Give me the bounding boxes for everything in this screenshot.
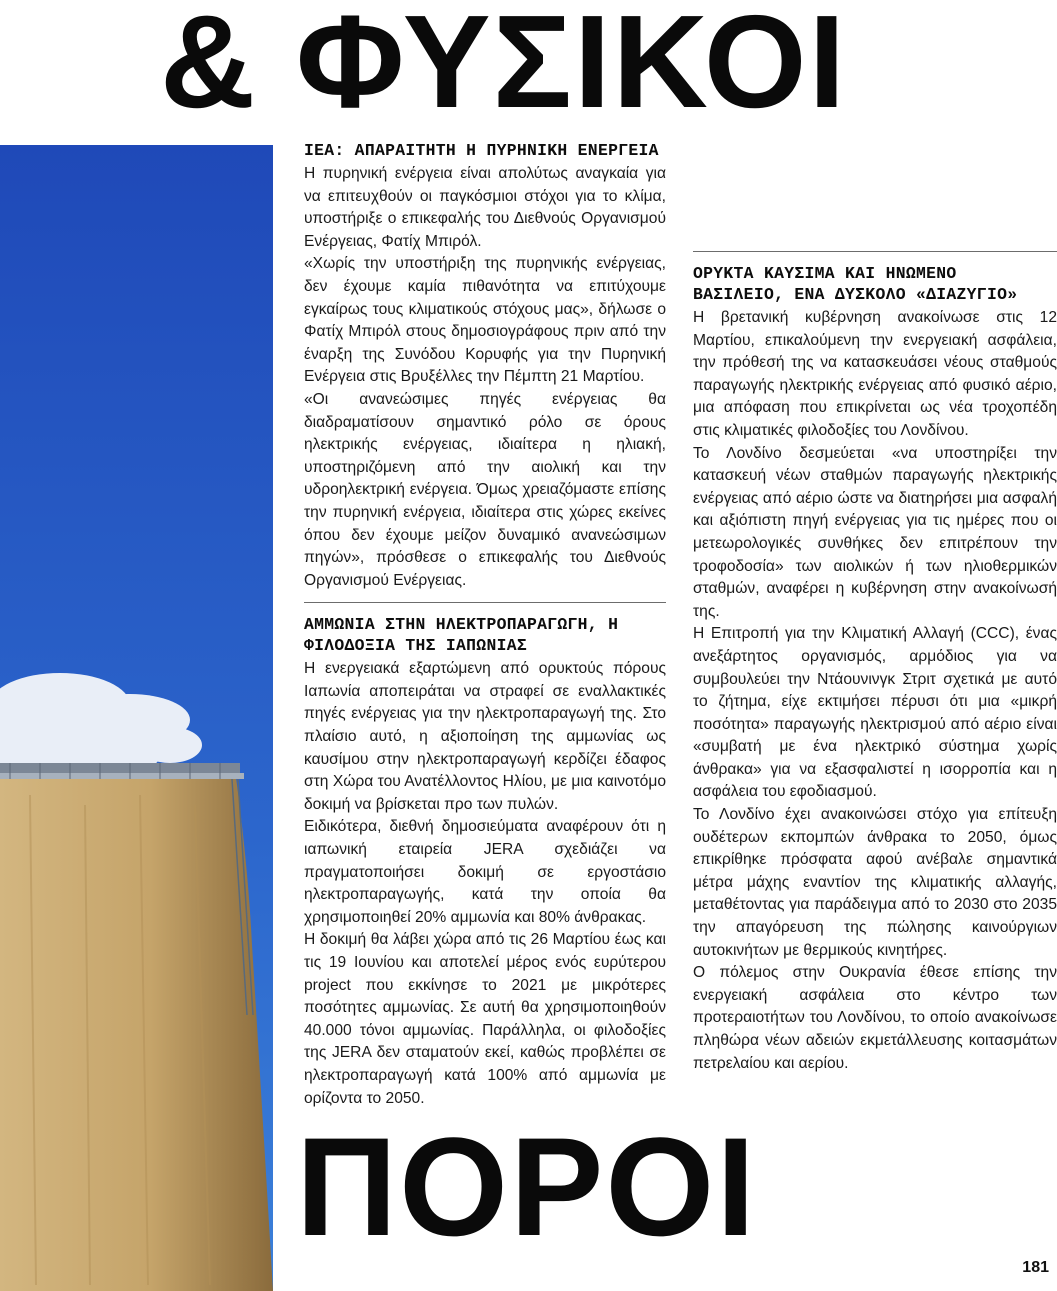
article-column-right: [693, 251, 1057, 1075]
paragraph: Το Λονδίνο έχει ανακοινώσει στόχο για επίτευξη ουδέτερων εκπομπών άνθρακα το 2050, όμως επικρίθηκε πρόσφατα αφού ανέβαλε σημαντικά μέτρα μάχης εναντίον της κλιματικής αλλαγής, μεταθέτοντας για παράδειγμα από το 2030 στο 2035 την απαγόρευση της πώλησης καινούργιων αυτοκινήτων με θερμικούς κινητήρες.: [693, 806, 1057, 959]
paragraph: Η πυρηνική ενέργεια είναι απολύτως αναγκαία για να επιτευχθούν οι παγκόσμιοι στόχοι για το κλίμα, υποστήριξε ο επικεφαλής του Διεθνούς Οργανισμού Ενέργειας, Φατίχ Μπιρόλ.: [304, 165, 666, 250]
paragraph: Ειδικότερα, διεθνή δημοσιεύματα αναφέρουν ότι η ιαπωνική εταιρεία JERA σχεδιάζει να πραγματοποιήσει δοκιμή σε εργοστάσιο ηλεκτροπαραγωγής, κατά την οποία θα χρησιμοποιηθεί 20% αμμωνία και 80% άνθρακας.: [304, 818, 666, 926]
paragraph: Το Λονδίνο δεσμεύεται «να υποστηρίξει την κατασκευή νέων σταθμών παραγωγής ηλεκτρικής ενέργειας από αέριο ώστε να διατηρήσει μια ασφαλή και αξιόπιστη πηγή ενέργειας για τις ημέρες που οι μετεωρολογικές συνθήκες δεν επιτρέπουν την τροφοδοσία» των αιολικών ή των ηλιοθερμικών σταθμών, αναφέρει η κυβέρνηση στην ανακοίνωσή της.: [693, 444, 1057, 620]
paragraph: Ο πόλεμος στην Ουκρανία έθεσε επίσης την ενεργειακή ασφάλεια στο κέντρο των προτεραιοτήτων του Λονδίνου, το οποίο ανακοίνωσε πληθώρα νέων αδειών εκμετάλλευσης κοιτασμάτων πετρελαίου και αερίου.: [693, 964, 1057, 1072]
section-divider: [304, 602, 666, 603]
paragraph: Η Επιτροπή για την Κλιματική Αλλαγή (CCC), ένας ανεξάρτητος οργανισμός, αρμόδιος για να συμβουλεύει την Ντάουνινγκ Στριτ σχετικά με αυτό το ζήτημα, είχε εκτιμήσει πέρυσι ότι μια «μικρή ποσότητα» παραγωγής ηλεκτρισμού από αέριο είναι «συμβατή με ένα ηλεκτρικό σύστημα χωρίς άνθρακα» για να εξασφαλιστεί η ισορροπία και η ασφάλεια του εφοδιασμού.: [693, 625, 1057, 801]
headline-top: & ΦΥΣΙΚΟΙ: [160, 0, 848, 135]
paragraph: Η ενεργειακά εξαρτώμενη από ορυκτούς πόρους Ιαπωνία αποπειράται να στραφεί σε εναλλακτικές πηγές ενέργειας για την ηλεκτροπαραγωγή της. Στο πλαίσιο αυτό, η αξιοποίηση της αμμωνίας ως καυσίμου στην ηλεκτροπαραγωγή κερδίζει έδαφος στη Χώρα του Ανατέλλοντος Ηλίου, με μια καινοτόμο δοκιμή να βρίσκεται προ των πυλών.: [304, 660, 666, 813]
headline-bottom: ΠΟΡΟΙ: [296, 1108, 758, 1265]
paragraph: Η βρετανική κυβέρνηση ανακοίνωσε στις 12 Μαρτίου, επικαλούμενη την ενεργειακή ασφάλεια, την πρόθεσή της να κατασκευάσει νέους σταθμούς παραγωγής ηλεκτρικής ενέργειας από φυσικό αέριο, μια απόφαση που επικρίνεται ως νέα τροχοπέδη στις κλιματικές φιλοδοξίες του Λονδίνου.: [693, 309, 1057, 439]
cooling-tower-photo: [0, 145, 273, 1291]
paragraph: Η δοκιμή θα λάβει χώρα από τις 26 Μαρτίου έως και τις 19 Ιουνίου και αποτελεί μέρος ενός ευρύτερου project που εκκίνησε το 2021 με μικρότερες ποσότητες αμμωνίας. Σε αυτή θα χρησιμοποιηθούν 40.000 τόνοι αμμωνίας. Παράλληλα, οι φιλοδοξίες της JERA δεν σταματούν εκεί, καθώς προβλέπει σε ηλεκτροπαραγωγή κατά 100% από αμμωνία με ορίζοντα το 2050.: [304, 931, 666, 1107]
paragraph: «Χωρίς την υποστήριξη της πυρηνικής ενέργειας, δεν έχουμε καμία πιθανότητα να επιτύχουμε εγκαίρως τους κλιματικούς στόχους μας», δήλωσε ο Φατίχ Μπιρόλ στους δημοσιογράφους πριν από την έναρξη της Συνόδου Κορυφής για την Πυρηνική Ενέργεια στις Βρυξέλλες την Πέμπτη 21 Μαρτίου.: [304, 255, 666, 386]
paragraph: «Οι ανανεώσιμες πηγές ενέργειας θα διαδραματίσουν σημαντικό ρόλο σε όρους ηλεκτρικής ενέργειας, ιδιαίτερα η ηλιακή, υποστηριζόμενη από την αιολική και την υδροηλεκτρική ενέργεια. Όμως χρειαζόμαστε επίσης την πυρηνική ενέργεια, ιδιαίτερα στις χώρες εκείνες όπου δεν έχουμε μείζον δυναμικό ανανεώσιμων πηγών», πρόσθεσε ο επικεφαλής του Διεθνούς Οργανισμού Ενέργειας.: [304, 390, 666, 589]
page-number: 181: [1022, 1259, 1049, 1276]
section-title-uk: ΟΡΥΚΤΑ ΚΑΥΣΙΜΑ ΚΑΙ ΗΝΩΜΕΝΟ ΒΑΣΙΛΕΙΟ, ΕΝΑ ΔΥΣΚΟΛΟ «ΔΙΑΖΥΓΙΟ»: [693, 264, 1018, 304]
article-column-middle: [304, 140, 666, 1110]
section-title-ammonia: ΑΜΜΩΝΙΑ ΣΤΗΝ ΗΛΕΚΤΡΟΠΑΡΑΓΩΓΗ, Η ΦΙΛΟΔΟΞΙΑ ΤΗΣ ΙΑΠΩΝΙΑΣ: [304, 615, 619, 656]
section-divider: [693, 251, 1057, 252]
section-title-iea: IEA: ΑΠΑΡΑΙΤΗΤΗ Η ΠΥΡΗΝΙΚΗ ΕΝΕΡΓΕΙΑ: [304, 141, 659, 160]
